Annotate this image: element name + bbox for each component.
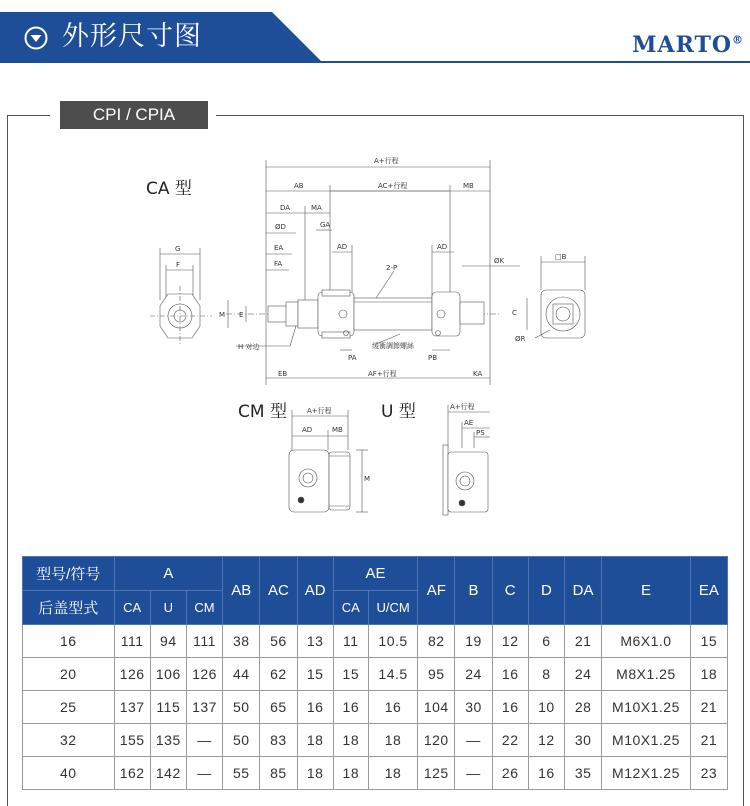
table-cell: 13 xyxy=(297,625,333,658)
dim-pb: PB xyxy=(428,354,438,362)
table-cell: 26 xyxy=(492,757,528,790)
table-cell: — xyxy=(186,724,222,757)
table-cell: 21 xyxy=(690,691,727,724)
dim-d: ØD xyxy=(275,223,286,231)
header-a-ca: CA xyxy=(114,591,150,625)
table-cell: 35 xyxy=(565,757,602,790)
table-cell: 16 xyxy=(528,757,564,790)
table-cell: 21 xyxy=(565,625,602,658)
table-cell: 155 xyxy=(114,724,150,757)
dim-af-stroke: AF+行程 xyxy=(368,370,397,378)
table-cell: 106 xyxy=(150,658,186,691)
table-cell: 65 xyxy=(260,691,297,724)
table-cell: 56 xyxy=(260,625,297,658)
table-cell: 16 xyxy=(368,691,417,724)
dim-ac-stroke: AC+行程 xyxy=(378,182,408,190)
table-cell: 18 xyxy=(368,757,417,790)
label-cushion-screw: 缓衝調節螺絲 xyxy=(372,342,414,350)
table-cell: 23 xyxy=(690,757,727,790)
header-model: 型号/符号 xyxy=(23,557,115,591)
table-cell: 142 xyxy=(150,757,186,790)
table-cell: 162 xyxy=(114,757,150,790)
table-cell: 24 xyxy=(455,658,492,691)
table-cell: 12 xyxy=(528,724,564,757)
header-ac: AC xyxy=(260,557,297,625)
brand-name: MARTO xyxy=(632,32,732,58)
dim-ea: EA xyxy=(274,244,284,252)
dim-b: □B xyxy=(555,253,567,261)
dim-mb: MB xyxy=(463,182,474,190)
header-d: D xyxy=(528,557,564,625)
table-cell: M12X1.25 xyxy=(602,757,691,790)
table-cell: 15 xyxy=(297,658,333,691)
dim-2p: 2-P xyxy=(386,264,398,272)
table-body xyxy=(23,625,728,790)
table-cell: 126 xyxy=(186,658,222,691)
table-cell: — xyxy=(186,757,222,790)
header-ae-ca: CA xyxy=(333,591,368,625)
table-cell: 15 xyxy=(333,658,368,691)
table-cell: 22 xyxy=(492,724,528,757)
table-cell: 125 xyxy=(418,757,455,790)
table-cell: 111 xyxy=(186,625,222,658)
header-e: E xyxy=(602,557,691,625)
table-cell: 11 xyxy=(333,625,368,658)
table-cell: 30 xyxy=(455,691,492,724)
dim-ga: GA xyxy=(320,221,331,229)
table-cell: 126 xyxy=(114,658,150,691)
header-a: A xyxy=(114,557,223,591)
header-c: C xyxy=(492,557,528,625)
table-row xyxy=(23,757,728,790)
dim-ab: AB xyxy=(294,182,304,190)
table-cell: 16 xyxy=(333,691,368,724)
header-ae: AE xyxy=(333,557,417,591)
table-cell: 44 xyxy=(223,658,260,691)
table-cell: M8X1.25 xyxy=(602,658,691,691)
table-row xyxy=(23,724,728,757)
page-title: 外形尺寸图 xyxy=(62,21,202,52)
table-cell: 94 xyxy=(150,625,186,658)
table-cell: 120 xyxy=(418,724,455,757)
table-cell: 50 xyxy=(223,724,260,757)
table-cell: 8 xyxy=(528,658,564,691)
table-row xyxy=(23,691,728,724)
u-dim-ae: AE xyxy=(464,419,474,427)
caption-cm-type: CM 型 xyxy=(238,402,287,422)
table-cell: M10X1.25 xyxy=(602,724,691,757)
header-ae-ucm: U/CM xyxy=(368,591,417,625)
table-cell: 15 xyxy=(690,625,727,658)
header-cover-type: 后盖型式 xyxy=(23,591,115,625)
table-cell: 32 xyxy=(23,724,115,757)
cm-dim-ad: AD xyxy=(302,426,313,434)
table-cell: 135 xyxy=(150,724,186,757)
table-cell: — xyxy=(455,724,492,757)
dim-h: H 对边 xyxy=(238,343,260,351)
header-af: AF xyxy=(418,557,455,625)
header-a-cm: CM xyxy=(186,591,222,625)
dim-m: M xyxy=(219,311,226,319)
table-cell: 18 xyxy=(368,724,417,757)
cm-dim-a-stroke: A+行程 xyxy=(307,407,332,415)
table-cell: 21 xyxy=(690,724,727,757)
table-cell: 40 xyxy=(23,757,115,790)
table-cell: 83 xyxy=(260,724,297,757)
table-cell: 28 xyxy=(565,691,602,724)
dim-eb: EB xyxy=(278,370,288,378)
dim-ma: MA xyxy=(311,204,322,212)
table-cell: 18 xyxy=(297,724,333,757)
dim-c: C xyxy=(512,309,517,317)
cm-dim-mb: MB xyxy=(332,426,343,434)
table-cell: 95 xyxy=(418,658,455,691)
table-cell: 82 xyxy=(418,625,455,658)
table-cell: M10X1.25 xyxy=(602,691,691,724)
header-ab: AB xyxy=(223,557,260,625)
header-a-u: U xyxy=(150,591,186,625)
u-dim-a-stroke: A+行程 xyxy=(450,403,475,411)
table-cell: 16 xyxy=(492,691,528,724)
table-cell: 137 xyxy=(114,691,150,724)
table-cell: 115 xyxy=(150,691,186,724)
dim-pa: PA xyxy=(348,354,357,362)
table-cell: 38 xyxy=(223,625,260,658)
cm-dim-m: M xyxy=(364,475,371,483)
header-ea: EA xyxy=(690,557,727,625)
table-cell: 137 xyxy=(186,691,222,724)
dimension-table xyxy=(22,556,728,790)
dim-da: DA xyxy=(280,204,291,212)
header-b: B xyxy=(455,557,492,625)
header-da: DA xyxy=(565,557,602,625)
dim-ad: AD xyxy=(337,243,348,251)
section-label: CPI / CPIA xyxy=(60,101,208,129)
table-cell: 18 xyxy=(690,658,727,691)
u-dim-ps: PS xyxy=(476,429,485,437)
table-cell: 6 xyxy=(528,625,564,658)
table-cell: 55 xyxy=(223,757,260,790)
table-cell: 18 xyxy=(333,757,368,790)
table-cell: — xyxy=(455,757,492,790)
table-cell: 16 xyxy=(23,625,115,658)
table-cell: 10.5 xyxy=(368,625,417,658)
dim-ka: KA xyxy=(473,370,483,378)
table-row xyxy=(23,625,728,658)
dim-e: E xyxy=(239,311,244,319)
table-cell: 18 xyxy=(333,724,368,757)
table-cell: 111 xyxy=(114,625,150,658)
table-cell: 18 xyxy=(297,757,333,790)
caption-u-type: U 型 xyxy=(381,402,416,422)
table-cell: 104 xyxy=(418,691,455,724)
brand-mark: ® xyxy=(732,33,744,47)
table-cell: 16 xyxy=(297,691,333,724)
table-cell: 14.5 xyxy=(368,658,417,691)
table-cell: 20 xyxy=(23,658,115,691)
caption-ca-type: CA 型 xyxy=(146,179,192,199)
table-cell: 30 xyxy=(565,724,602,757)
dim-f: F xyxy=(176,261,181,269)
table-cell: 12 xyxy=(492,625,528,658)
dim-fa: FA xyxy=(274,260,283,268)
dim-g: G xyxy=(175,245,181,253)
table-cell: 19 xyxy=(455,625,492,658)
table-cell: M6X1.0 xyxy=(602,625,691,658)
dim-k: ØK xyxy=(494,257,505,265)
table-cell: 10 xyxy=(528,691,564,724)
table-cell: 24 xyxy=(565,658,602,691)
table-cell: 16 xyxy=(492,658,528,691)
header-ad: AD xyxy=(297,557,333,625)
dim-a-stroke: A+行程 xyxy=(374,157,399,165)
table-row xyxy=(23,658,728,691)
dim-r: ØR xyxy=(515,335,526,343)
dim-ad-rear: AD xyxy=(437,243,448,251)
table-cell: 62 xyxy=(260,658,297,691)
table-cell: 85 xyxy=(260,757,297,790)
table-cell: 25 xyxy=(23,691,115,724)
table-cell: 50 xyxy=(223,691,260,724)
